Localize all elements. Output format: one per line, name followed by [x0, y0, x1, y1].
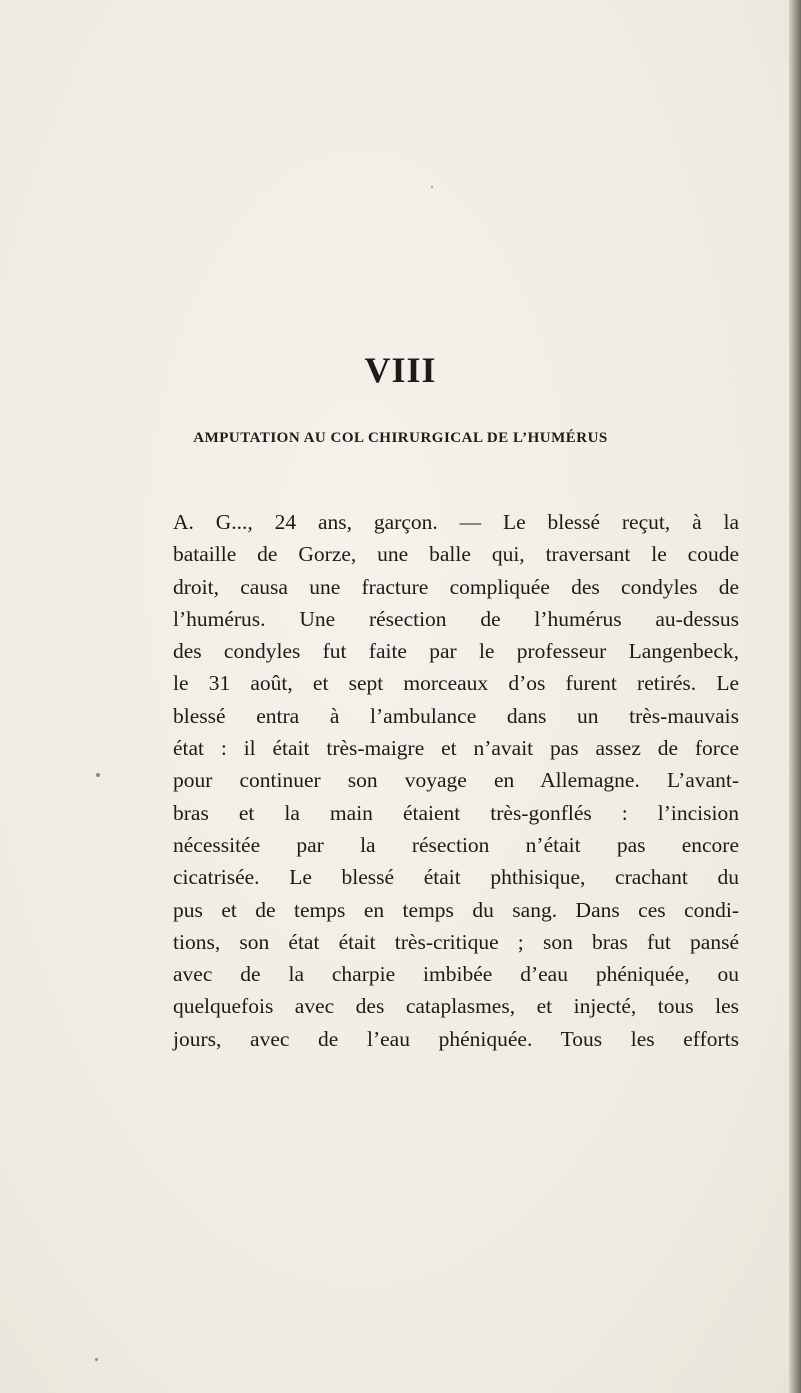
text-line: A. G..., 24 ans, garçon. — Le blessé reçut, à la: [173, 510, 739, 534]
text-line: pour continuer son voyage en Allemagne. L’avant-: [173, 768, 739, 793]
text-line: pus et de temps en temps du sang. Dans ces condi-: [173, 897, 739, 922]
paper-speck: [95, 1358, 98, 1361]
text-line: le 31 août, et sept morceaux d’os furent retirés. Le: [173, 671, 739, 696]
text-line: bras et la main étaient très-gonflés : l’incision: [173, 800, 739, 825]
chapter-number: VIII: [364, 350, 437, 390]
text-line: quelquefois avec des cataplasmes, et injecté, tous les: [173, 994, 739, 1019]
text-line: cicatrisée. Le blessé était phthisique, crachant du: [173, 865, 739, 890]
text-line: avec de la charpie imbibée d’eau phéniquée, ou: [173, 962, 739, 987]
text-line: nécessitée par la résection n’était pas encore: [173, 832, 739, 857]
text-line: l’humérus. Une résection de l’humérus au-dessus: [173, 606, 739, 631]
text-line: tions, son état était très-critique ; son bras fut pansé: [173, 929, 739, 954]
chapter-title: AMPUTATION AU COL CHIRURGICAL DE L’HUMÉRUS: [193, 430, 608, 446]
paper-speck: [96, 773, 100, 777]
paper-speck: [431, 186, 433, 188]
text-line: blessé entra à l’ambulance dans un très-mauvais: [173, 703, 739, 728]
text-line: des condyles fut faite par le professeur Langenbeck,: [173, 639, 739, 664]
text-line: bataille de Gorze, une balle qui, traversant le coude: [173, 542, 739, 567]
page-edge-shadow: [789, 0, 801, 1393]
text-line: jours, avec de l’eau phéniquée. Tous les efforts: [173, 1026, 739, 1051]
text-line: droit, causa une fracture compliquée des condyles de: [173, 574, 739, 599]
body-paragraph: [173, 506, 739, 1055]
text-line: état : il était très-maigre et n’avait pas assez de force: [173, 736, 739, 761]
